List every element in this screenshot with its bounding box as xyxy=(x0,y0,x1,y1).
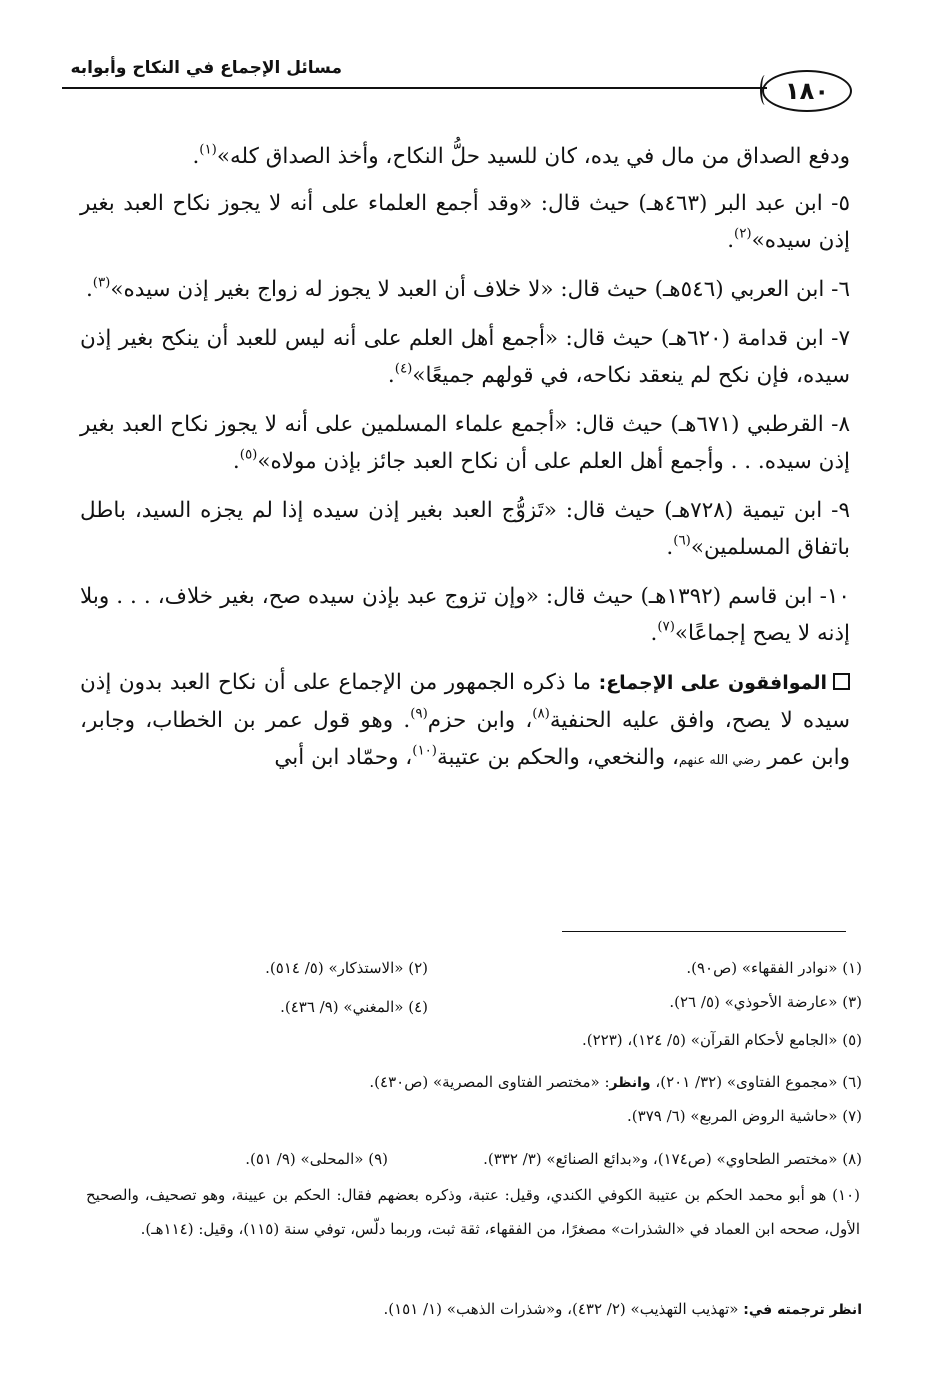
footnote-2: (٢) «الاستذكار» (٥/ ٥١٤). xyxy=(265,959,428,977)
section-heading: الموافقون على الإجماع: xyxy=(598,672,827,694)
footnote-4: (٤) «المغني» (٩/ ٤٣٦). xyxy=(280,998,428,1016)
main-text xyxy=(80,138,850,791)
section-box-icon xyxy=(833,673,850,690)
paragraph-7: ٧- ابن قدامة (٦٢٠هـ) حيث قال: «أجمع أهل العلم على أنه ليس للعبد أن ينكح بغير إذن سيده، فإن نكح لم ينعقد نكاحه، في قولهم جميعًا»$^{(٤)}$. xyxy=(80,326,850,388)
honorific-glyph: رضي الله عنهم xyxy=(678,753,761,768)
footnote-ref: (١٠) xyxy=(412,743,437,759)
footnote-3: (٣) «عارضة الأحوذي» (٥/ ٢٦). xyxy=(669,993,862,1011)
footnote-ref: (١) xyxy=(199,142,217,158)
paragraph-10: ١٠- ابن قاسم (١٣٩٢هـ) حيث قال: «وإن تزوج عبد بإذن سيده صح، بغير خلاف، . . . وبلا إذنه لا يصح إجماعًا»$^{(٧)}$. xyxy=(80,584,850,646)
paragraph-8: ٨- القرطبي (٦٧١هـ) حيث قال: «أجمع علماء المسلمين على أنه لا يجوز نكاح العبد بغير إذن سيده. . . وأجمع أهل العلم على أن نكاح العبد جائز بإذن مولاه»$^{(٥)}$. xyxy=(80,412,850,474)
footnote-ref: (٦) xyxy=(673,533,691,549)
footnote-ref: (٧) xyxy=(657,619,675,635)
footnote-1: (١) «نوادر الفقهاء» (ص٩٠). xyxy=(686,959,862,977)
agreeing-section: الموافقون على الإجماع: ما ذكره الجمهور من الإجماع على أن نكاح العبد بدون إذن سيده لا يصح، وافق عليه الحنفية$^{(٨)}$، وابن حزم$^{(٩)}$. وهو قول عمر بن الخطاب، وجابر، وابن عمر رضي الله عنهم، والنخعي، والحكم بن عتيبة$^{(١٠)}$، وحمّاد ابن أبي xyxy=(80,670,850,770)
paragraph-continued: ودفع الصداق من مال في يده، كان للسيد حلُّ النكاح، وأخذ الصداق كله»$^{(١)}$. xyxy=(192,142,850,169)
paragraph-9: ٩- ابن تيمية (٧٢٨هـ) حيث قال: «تَزوُّج العبد بغير إذن سيده إذا لم يجزه السيد، باطل باتفاق المسلمين»$^{(٦)}$. xyxy=(80,498,850,560)
footnote-ref: (٤) xyxy=(394,361,413,377)
page-number-oval xyxy=(762,70,852,112)
paragraph-5: ٥- ابن عبد البر (٤٦٣هـ) حيث قال: «وقد أجمع العلماء على أنه لا يجوز نكاح العبد بغير إذن سيده»$^{(٢)}$. xyxy=(80,191,850,253)
paragraph-6: ٦- ابن العربي (٥٤٦هـ) حيث قال: «لا خلاف أن العبد لا يجوز له زواج بغير إذن سيده»$^{(٣)}$. xyxy=(85,275,850,302)
footnote-6: (٦) «مجموع الفتاوى» (٣٢/ ٢٠١)، وانظر: «مختصر الفتاوى المصرية» (ص٤٣٠). xyxy=(369,1073,862,1091)
footnote-7: (٧) «حاشية الروض المربع» (٦/ ٣٧٩). xyxy=(627,1107,862,1125)
footnote-ref: (٨) xyxy=(532,706,550,722)
footnote-9: (٩) «المحلى» (٩/ ٥١). xyxy=(245,1150,388,1168)
footnote-10-see: انظر ترجمته في: «تهذيب التهذيب» (٢/ ٤٣٢)، و«شذرات الذهب» (١/ ١٥١). xyxy=(383,1300,862,1318)
footnote-ref: (٩) xyxy=(410,706,428,722)
footnote-10: (١٠) هو أبو محمد الحكم بن عتيبة الكوفي الكندي، وقيل: عتبة، وذكره بعضهم فقال: الحكم بن عيينة، وهو تصحيف، والصحيح الأول، صححه ابن العماد في «الشذرات» مصغرًا، من الفقهاء، ثقة ثبت، وربما دلّس، توفي سنة (١١٥)، وقيل: (١١٤هـ). xyxy=(86,1186,860,1238)
footnote-8: (٨) «مختصر الطحاوي» (ص١٧٤)، و«بدائع الصنائع» (٣/ ٣٣٢). xyxy=(483,1150,862,1168)
footnote-ref: (٢) xyxy=(734,226,752,242)
footnote-separator xyxy=(562,931,846,932)
page-number: ١٨٠ xyxy=(785,77,829,105)
running-header-title: مسائل الإجماع في النكاح وأبوابه xyxy=(70,58,342,78)
footnote-ref: (٥) xyxy=(239,447,258,463)
footnote-5: (٥) «الجامع لأحكام القرآن» (٥/ ١٢٤)، (٢٢٣). xyxy=(581,1031,862,1049)
header-rule xyxy=(62,87,767,89)
footnote-ref: (٣) xyxy=(92,275,111,291)
